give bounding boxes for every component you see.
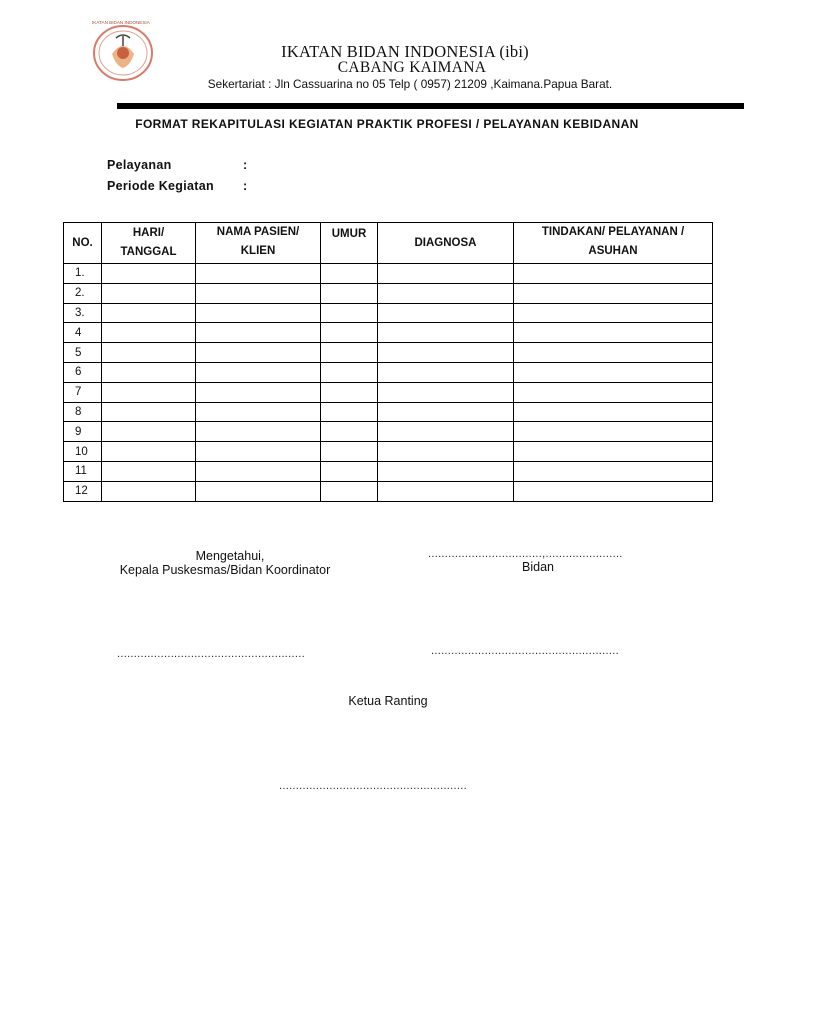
row-number: 1. [64,264,102,284]
table-row [64,303,713,323]
logo-text: IKATAN BIDAN INDONESIA [92,20,150,25]
field-periode-kegiatan [107,179,247,193]
table-row [64,382,713,402]
ketua-ranting-label: Ketua Ranting [348,694,428,708]
table-cell [196,283,321,303]
document-title: FORMAT REKAPITULASI KEGIATAN PRAKTIK PROFESI / PELAYANAN KEBIDANAN [135,117,639,131]
table-cell [378,422,514,442]
field-pelayanan [107,158,247,172]
table-cell [514,382,713,402]
table-cell [378,402,514,422]
table-cell [321,343,378,363]
table-cell [321,402,378,422]
table-row [64,402,713,422]
row-number: 11 [64,461,102,481]
kepala-puskesmas-label: Kepala Puskesmas/Bidan Koordinator [119,563,331,577]
secretariat-address: Sekertariat : Jln Cassuarina no 05 Telp ( 0957) 21209 ,Kaimana.Papua Barat. [207,77,613,91]
table-cell [378,481,514,501]
col-header-umur: UMUR [321,223,378,264]
table-header-row [64,223,713,264]
table-row [64,283,713,303]
row-number: 12 [64,481,102,501]
table-cell [102,442,196,462]
table-cell [196,323,321,343]
table-cell [514,264,713,284]
table-cell [321,264,378,284]
table-cell [102,422,196,442]
table-cell [378,461,514,481]
organization-name: IKATAN BIDAN INDONESIA (ibi) [281,42,529,61]
table-cell [102,283,196,303]
col-header-nama-pasien: NAMA PASIEN/ KLIEN [196,223,321,264]
col-header-tindakan: TINDAKAN/ PELAYANAN / ASUHAN [514,223,713,264]
table-cell [321,422,378,442]
row-number: 3. [64,303,102,323]
table-cell [196,442,321,462]
table-cell [102,343,196,363]
table-cell [378,323,514,343]
table-cell [514,481,713,501]
field-separator: : [243,158,248,172]
bidan-label: Bidan [522,560,554,574]
place-date-dotted-line: ..................................,....................... [428,548,623,560]
table-cell [378,303,514,323]
table-cell [514,343,713,363]
table-cell [196,303,321,323]
table-cell [196,481,321,501]
table-cell [514,323,713,343]
table-cell [321,481,378,501]
table-cell [321,382,378,402]
table-row [64,343,713,363]
field-label: Periode Kegiatan [107,179,214,193]
table-row [64,442,713,462]
row-number: 10 [64,442,102,462]
branch-name: CABANG KAIMANA [337,59,487,76]
col-header-hari-tanggal: HARI/ TANGGAL [102,223,196,264]
table-cell [196,461,321,481]
table-cell [321,362,378,382]
table-cell [196,264,321,284]
table-cell [514,461,713,481]
table-cell [378,283,514,303]
row-number: 2. [64,283,102,303]
table-cell [514,283,713,303]
row-number: 5 [64,343,102,363]
table-cell [321,461,378,481]
table-cell [102,461,196,481]
letterhead-divider [117,103,744,109]
table-cell [102,323,196,343]
table-cell [102,362,196,382]
table-cell [102,303,196,323]
right-signature-line: ........................................................ [431,645,619,657]
left-signature-line: ........................................................ [117,648,305,660]
table-cell [102,402,196,422]
row-number: 9 [64,422,102,442]
row-number: 4 [64,323,102,343]
table-row [64,362,713,382]
table-row [64,264,713,284]
table-cell [321,442,378,462]
table-cell [196,382,321,402]
field-label: Pelayanan [107,158,172,172]
table-row [64,481,713,501]
recap-table [63,222,713,502]
table-cell [514,402,713,422]
table-cell [514,422,713,442]
table-cell [196,422,321,442]
table-cell [514,442,713,462]
table-cell [196,402,321,422]
table-cell [321,303,378,323]
acknowledged-label: Mengetahui, [195,549,265,563]
table-row [64,461,713,481]
row-number: 7 [64,382,102,402]
table-cell [378,343,514,363]
table-cell [196,343,321,363]
row-number: 8 [64,402,102,422]
table-cell [102,264,196,284]
table-cell [378,382,514,402]
table-cell [378,362,514,382]
table-row [64,323,713,343]
field-separator: : [243,179,248,193]
col-header-no: NO. [64,223,102,264]
table-cell [196,362,321,382]
table-cell [102,382,196,402]
table-cell [514,303,713,323]
table-cell [378,442,514,462]
table-cell [102,481,196,501]
table-row [64,422,713,442]
table-cell [321,283,378,303]
row-number: 6 [64,362,102,382]
table-cell [514,362,713,382]
table-cell [378,264,514,284]
col-header-diagnosa: DIAGNOSA [378,223,514,264]
center-signature-line: ........................................................ [279,780,467,792]
table-cell [321,323,378,343]
